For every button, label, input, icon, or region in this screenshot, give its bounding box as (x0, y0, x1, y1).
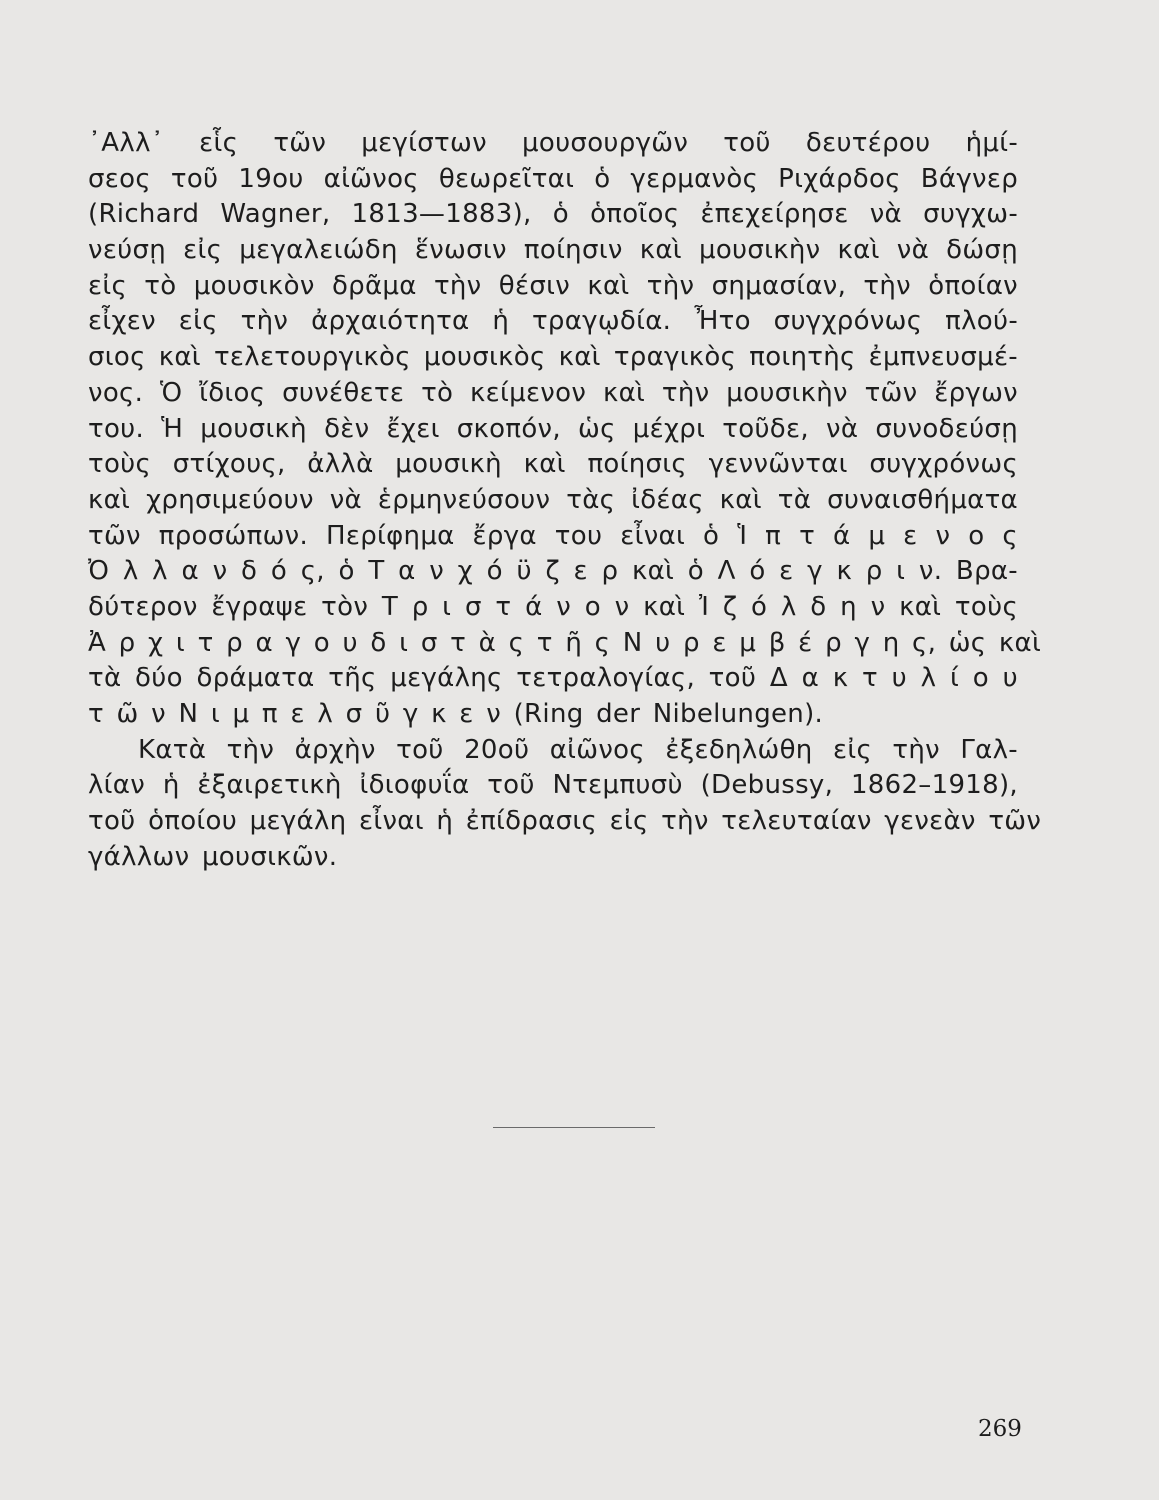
text-line: Ὀ λ λ α ν δ ό ς, ὁ Τ α ν χ ό ϋ ζ ε ρ καὶ ὁ Λ ό ε γ κ ρ ι ν. Βρα- (88, 556, 1018, 587)
text-line: σιος καὶ τελετουργικὸς μουσικὸς καὶ τραγικὸς ποιητὴς ἐμπνευσμέ- (88, 342, 1018, 373)
text-line: εἰς τὸ μουσικὸν δρᾶμα τὴν θέσιν καὶ τὴν σημασίαν, τὴν ὁποίαν (88, 270, 1018, 301)
text-line: τῶν προσώπων. Περίφημα ἔργα του εἶναι ὁ Ἱ π τ ά μ ε ν ο ς (88, 520, 1018, 551)
text-line: (Richard Wagner, 1813—1883), ὁ ὁποῖος ἐπεχείρησε νὰ συγχω- (88, 199, 1018, 230)
text-line: τοὺς στίχους, ἀλλὰ μουσικὴ καὶ ποίησις γεννῶνται συγχρόνως (88, 449, 1018, 480)
page-number: 269 (978, 1416, 1022, 1442)
text-line: σεος τοῦ 19ου αἰῶνος θεωρεῖται ὁ γερμανὸς Ριχάρδος Βάγνερ (88, 163, 1018, 194)
text-line: γάλλων μουσικῶν. (88, 841, 338, 872)
text-line: τ ῶ ν Ν ι μ π ε λ σ ῦ γ κ ε ν (Ring der Nibelungen). (88, 699, 824, 729)
text-line: δύτερον ἔγραψε τὸν Τ ρ ι σ τ ά ν ο ν καὶ Ἰ ζ ό λ δ η ν καὶ τοὺς (88, 591, 1018, 622)
text-line: νεύσῃ εἰς μεγαλειώδη ἕνωσιν ποίησιν καὶ μουσικὴν καὶ νὰ δώσῃ (88, 235, 1018, 266)
text-line: νος. Ὁ ἴδιος συνέθετε τὸ κείμενον καὶ τὴν μουσικὴν τῶν ἔργων (88, 377, 1018, 408)
text-line: Κατὰ τὴν ἀρχὴν τοῦ 20οῦ αἰῶνος ἐξεδηλώθη εἰς τὴν Γαλ- (138, 734, 1018, 765)
text-line: ᾿Αλλ᾿ εἷς τῶν μεγίστων μουσουργῶν τοῦ δευτέρου ἡμί- (88, 128, 1018, 158)
body-text (88, 126, 1042, 875)
text-line: τὰ δύο δράματα τῆς μεγάλης τετραλογίας, τοῦ Δ α κ τ υ λ ί ο υ (88, 663, 1018, 694)
text-line: του. Ἡ μουσικὴ δὲν ἔχει σκοπόν, ὡς μέχρι τοῦδε, νὰ συνοδεύσῃ (88, 413, 1018, 444)
text-line: εἶχεν εἰς τὴν ἀρχαιότητα ἡ τραγῳδία. Ἦτο συγχρόνως πλού- (88, 306, 1018, 337)
text-line: καὶ χρησιμεύουν νὰ ἑρμηνεύσουν τὰς ἰδέας καὶ τὰ συναισθήματα (88, 484, 1018, 515)
text-line: Ἀ ρ χ ι τ ρ α γ ο υ δ ι σ τ ὰ ς τ ῆ ς Ν υ ρ ε μ β έ ρ γ η ς, ὡς καὶ (88, 627, 1042, 658)
text-line: λίαν ἡ ἐξαιρετικὴ ἰδιοφυΐα τοῦ Ντεμπυσὺ (Debussy, 1862–1918), (88, 770, 1018, 801)
text-line: τοῦ ὁποίου μεγάλη εἶναι ἡ ἐπίδρασις εἰς τὴν τελευταίαν γενεὰν τῶν (88, 806, 1042, 837)
section-divider (493, 1127, 655, 1128)
